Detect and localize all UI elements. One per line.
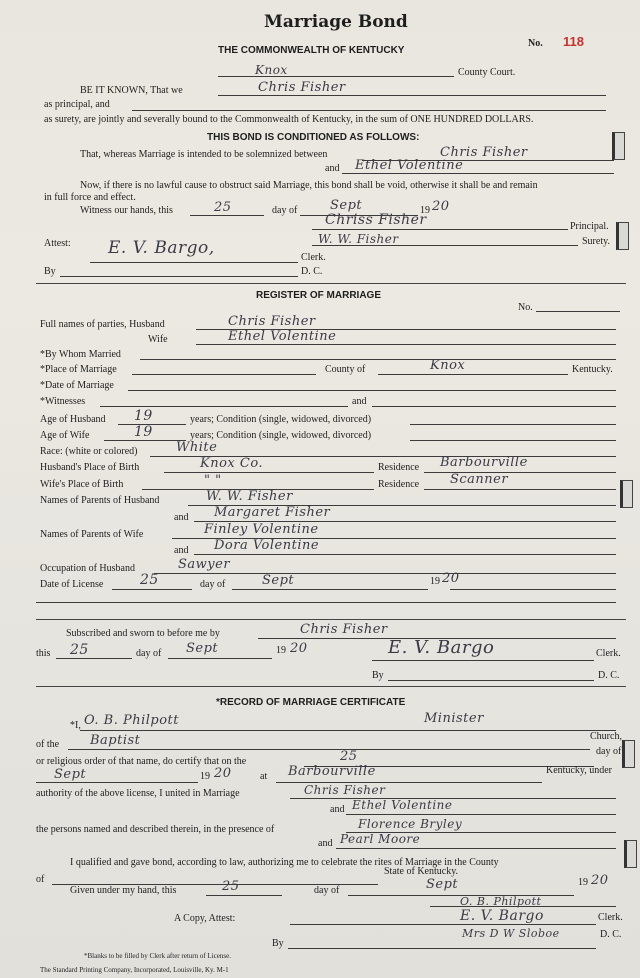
hw-husband-mother: Margaret Fisher (214, 505, 331, 520)
hw-cert-groom: Chris Fisher (304, 783, 386, 797)
now-if-text: Now, if there is no lawful cause to obstruct said Marriage, this bond shall be void, otherwise it shall be and remain (80, 180, 538, 191)
full-force-text: in full force and effect. (44, 192, 136, 203)
hw-copy-clerk: E. V. Bargo (460, 908, 544, 924)
hw-register-county: Knox (430, 358, 466, 373)
parents-wife-label: Names of Parents of Wife (40, 529, 144, 540)
register-heading: REGISTER OF MARRIAGE (256, 290, 382, 301)
hw-husband-birth: Knox Co. (200, 456, 264, 471)
witness-text: Witness our hands, this (80, 205, 173, 216)
age-husband-label: Age of Husband (40, 414, 106, 425)
hw-bond-clerk: E. V. Bargo, (108, 238, 215, 258)
cert-of: of (36, 874, 45, 885)
hw-groom-name: Chris Fisher (440, 145, 528, 160)
copy-attest: A Copy, Attest: (174, 913, 236, 924)
footnote: *Blanks to be filled by Clerk after return of License. (84, 952, 231, 960)
bond-number: 118 (563, 34, 584, 49)
husband-birth-label: Husband's Place of Birth (40, 462, 140, 473)
hw-county: Knox (255, 63, 288, 77)
hw-sworn-day: 25 (70, 642, 89, 658)
cert-at: at (260, 771, 268, 782)
hw-cert-place: Barbourville (288, 764, 376, 779)
register-no-label: No. (518, 302, 533, 313)
wife-label: Wife (148, 334, 168, 345)
document-title: Marriage Bond (264, 12, 408, 32)
as-principal: as principal, and (44, 99, 110, 110)
bond-and: and (325, 163, 340, 174)
subscribed-text: Subscribed and sworn to before me by (66, 628, 220, 639)
bond-number-label: No. (528, 38, 543, 49)
hw-bride-name: Ethel Volentine (355, 158, 464, 173)
printer-line: The Standard Printing Company, Incorporated, Louisville, Ky. M-1 (40, 966, 229, 974)
copy-by: By (272, 938, 284, 949)
sworn-day-of: day of (136, 648, 162, 659)
hw-wife-father: Finley Volentine (204, 522, 319, 537)
cert-authority: authority of the above license, I united in Marriage (36, 788, 240, 799)
hw-witness-2: Pearl Moore (340, 832, 421, 846)
binder-tab (622, 740, 635, 768)
witnesses-and: and (352, 396, 367, 407)
whereas-text: That, whereas Marriage is intended to be solemnized between (80, 149, 328, 160)
cert-and-1: and (330, 804, 345, 815)
race-label: Race: (white or colored) (40, 446, 138, 457)
witnesses-label: *Witnesses (40, 396, 86, 407)
hw-wife-birth: " " (204, 473, 222, 488)
hw-cert-year: 20 (214, 766, 232, 781)
cert-year-prefix: 19 (200, 771, 210, 782)
surety-label: Surety. (582, 236, 610, 247)
hw-age-husband: 19 (134, 408, 153, 424)
hw-husband-residence: Barbourville (440, 455, 528, 470)
hw-cert-day: 25 (340, 749, 358, 764)
cert-given-day-of: day of (314, 885, 340, 896)
hw-bond-day: 25 (214, 200, 232, 215)
cert-state-ky: State of Kentucky. (384, 866, 459, 877)
cert-of-the: of the (36, 739, 60, 750)
hw-license-month: Sept (262, 573, 295, 588)
age-wife-condition: years; Condition (single, widowed, divorced) (190, 430, 372, 441)
wife-birth-label: Wife's Place of Birth (40, 479, 124, 490)
hw-minister-title: Minister (424, 711, 484, 726)
bond-by-label: By (44, 266, 56, 277)
cert-given: Given under my hand, this (70, 885, 177, 896)
hw-witness-1: Florence Bryley (358, 817, 463, 831)
cert-and-2: and (318, 838, 333, 849)
hw-sworn-year: 20 (290, 641, 308, 656)
cert-ky-under: Kentucky, under (546, 765, 612, 776)
county-court-label: County Court. (458, 67, 516, 78)
hw-sworn-month: Sept (186, 641, 219, 656)
hw-copy-by: Mrs D W Sloboe (462, 927, 560, 940)
hw-wife-name: Ethel Volentine (228, 329, 337, 344)
license-year-prefix: 19 (430, 576, 440, 587)
sworn-this: this (36, 648, 51, 659)
hw-bond-month: Sept (330, 198, 363, 213)
hw-given-month: Sept (426, 877, 459, 892)
hw-bond-year: 20 (432, 199, 450, 214)
kentucky-label: Kentucky. (572, 364, 613, 375)
certificate-heading: *RECORD OF MARRIAGE CERTIFICATE (216, 697, 406, 708)
cert-persons: the persons named and described therein, in the presence of (36, 824, 275, 835)
license-day-of: day of (200, 579, 226, 590)
cert-given-year-prefix: 19 (578, 877, 588, 888)
sworn-clerk-label: Clerk. (596, 648, 621, 659)
county-of-label: County of (325, 364, 366, 375)
hw-given-year: 20 (591, 873, 609, 888)
age-wife-label: Age of Wife (40, 430, 90, 441)
as-surety: as surety, are jointly and severally bound to the Commonwealth of Kentucky, in the sum of ONE HUNDRED DOLLARS. (44, 114, 534, 125)
binder-tab (616, 222, 629, 250)
hw-race: White (176, 440, 218, 455)
hw-principal-signature: Chriss Fisher (325, 212, 427, 228)
hw-license-year: 20 (442, 571, 460, 586)
place-label: *Place of Marriage (40, 364, 117, 375)
hw-surety-signature: W. W. Fisher (318, 232, 399, 246)
binder-tab (624, 840, 637, 868)
date-of-marriage-label: *Date of Marriage (40, 380, 114, 391)
cert-qualified: I qualified and gave bond, according to law, authorizing me to celebrate the rites of Marriage in the County (70, 857, 499, 868)
cert-i: *I, (70, 720, 81, 731)
sworn-year-prefix: 19 (276, 645, 286, 656)
hw-church-name: Baptist (90, 733, 141, 748)
bond-day-of: day of (272, 205, 298, 216)
binder-tab (612, 132, 625, 160)
cert-church-label: Church, (590, 731, 622, 742)
hw-license-day: 25 (140, 572, 159, 588)
date-license-label: Date of License (40, 579, 104, 590)
attest-label: Attest: (44, 238, 71, 249)
hw-husband-father: W. W. Fisher (206, 489, 293, 504)
sworn-by-label: By (372, 670, 384, 681)
cert-day-of: day of (596, 746, 622, 757)
age-husband-condition: years; Condition (single, widowed, divorced) (190, 414, 372, 425)
hw-husband-name: Chris Fisher (228, 314, 316, 329)
principal-label: Principal. (570, 221, 609, 232)
hw-cert-month: Sept (54, 767, 87, 782)
full-names-label: Full names of parties, Husband (40, 319, 165, 330)
hw-sworn-clerk: E. V. Bargo (388, 637, 495, 658)
hw-principal-name: Chris Fisher (258, 80, 346, 95)
parents-wife-and: and (174, 545, 189, 556)
conditioned-heading: THIS BOND IS CONDITIONED AS FOLLOWS: (207, 132, 420, 143)
hw-given-day: 25 (222, 879, 240, 894)
hw-minister-name: O. B. Philpott (84, 713, 180, 728)
occupation-label: Occupation of Husband (40, 563, 135, 574)
parents-husband-label: Names of Parents of Husband (40, 495, 160, 506)
hw-minister-signature: O. B. Philpott (460, 895, 542, 908)
hw-cert-bride: Ethel Volentine (352, 798, 453, 812)
by-whom-label: *By Whom Married (40, 349, 121, 360)
hw-wife-residence: Scanner (450, 472, 509, 487)
copy-clerk-label: Clerk. (598, 912, 623, 923)
bond-dc-label: D. C. (301, 266, 323, 277)
hw-occupation: Sawyer (178, 557, 231, 572)
hw-age-wife: 19 (134, 424, 153, 440)
commonwealth-heading: THE COMMONWEALTH OF KENTUCKY (218, 45, 405, 56)
binder-tab (620, 480, 633, 508)
be-it-known: BE IT KNOWN, That we (80, 85, 183, 96)
wife-residence-label: Residence (378, 479, 420, 490)
bond-clerk-label: Clerk. (301, 252, 326, 263)
sworn-dc-label: D. C. (598, 670, 620, 681)
husband-residence-label: Residence (378, 462, 420, 473)
parents-husband-and: and (174, 512, 189, 523)
hw-wife-mother: Dora Volentine (214, 538, 320, 553)
cert-religious: or religious order of that name, do certify that on the (36, 756, 247, 767)
hw-sworn-name: Chris Fisher (300, 622, 388, 637)
copy-dc-label: D. C. (600, 929, 622, 940)
bond-year-prefix: 19 (420, 205, 430, 216)
